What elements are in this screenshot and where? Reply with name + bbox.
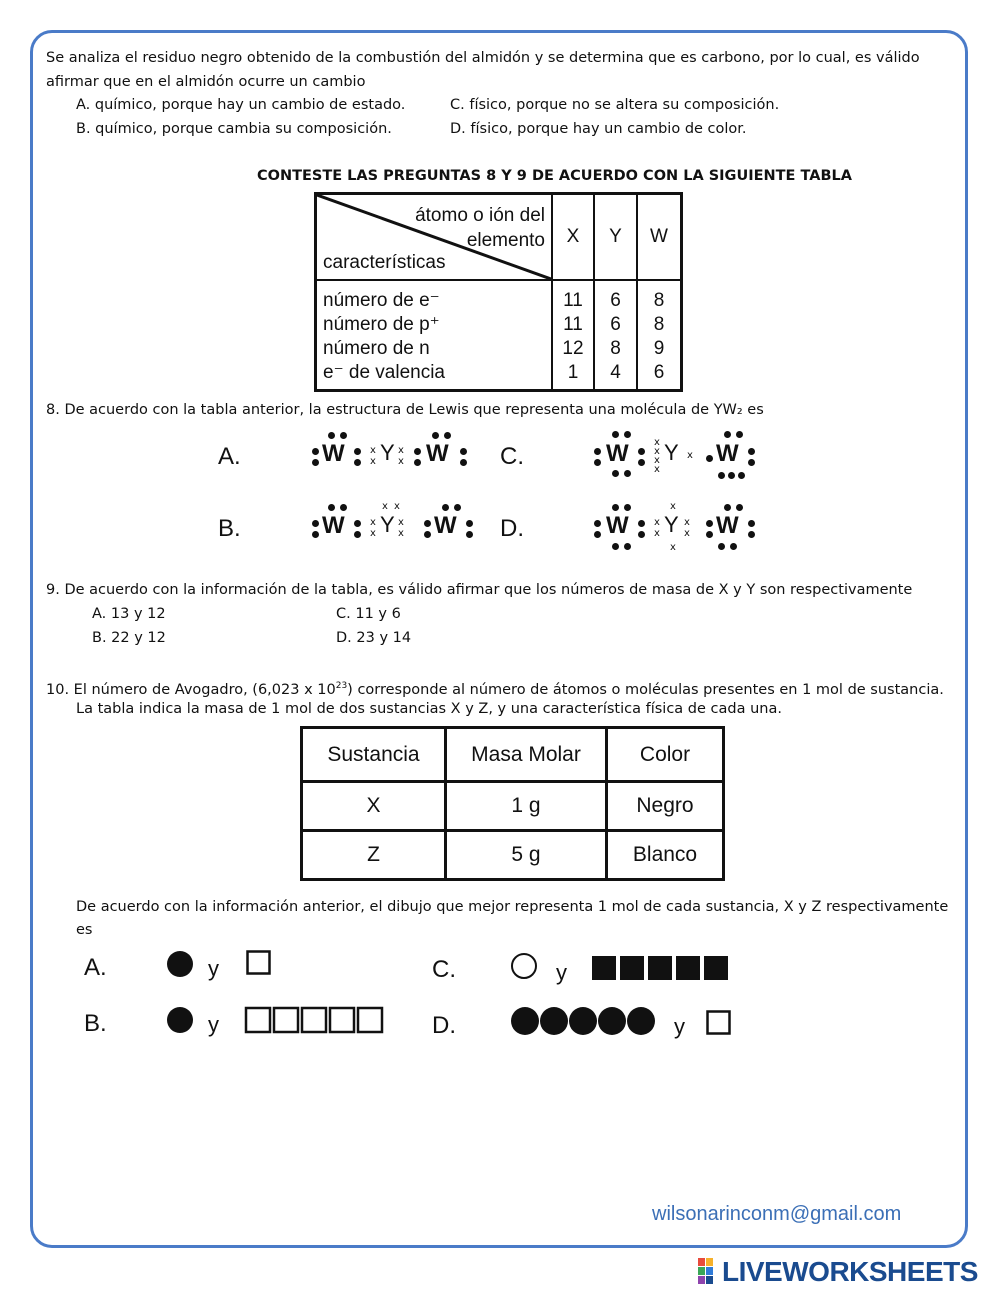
q8-text: 8. De acuerdo con la tabla anterior, la estructura de Lewis que representa una molécula de YW₂ es — [46, 402, 764, 418]
q9-option-c[interactable]: C. 11 y 6 — [336, 606, 401, 622]
q10-label-a[interactable]: A. — [84, 954, 107, 981]
filled-circle-icon — [166, 950, 196, 980]
y-atom: Y — [664, 440, 680, 465]
atom-table — [314, 192, 683, 392]
cell-value: 5 g — [446, 831, 607, 880]
q8-label-c[interactable]: C. — [500, 443, 524, 470]
cell-value: 4 — [610, 362, 621, 383]
empty-circle-icon — [510, 952, 540, 982]
q7-option-a[interactable]: A. químico, porque hay un cambio de estado. — [76, 97, 406, 113]
q8-label-a[interactable]: A. — [218, 443, 241, 470]
w-atom: W — [716, 512, 740, 539]
five-filled-squares-icon — [590, 954, 732, 982]
q9-text: 9. De acuerdo con la información de la tabla, es válido afirmar que los números de masa de X y Y son respectivamente — [46, 582, 913, 598]
q7-line2: afirmar que en el almidón ocurre un cambio — [46, 74, 366, 90]
empty-square-icon — [706, 1010, 732, 1036]
q7-option-d[interactable]: D. físico, porque hay un cambio de color. — [450, 121, 747, 137]
q9-option-b[interactable]: B. 22 y 12 — [92, 630, 166, 646]
row-label-electrons: número de e⁻ — [323, 290, 440, 311]
corner-top-text: átomo o ión del — [415, 205, 545, 226]
five-filled-circles-icon — [510, 1006, 660, 1038]
cell-value: 1 g — [446, 782, 607, 831]
q10-line2: La tabla indica la masa de 1 mol de dos sustancias X y Z, y una característica física de cada una. — [76, 701, 782, 717]
q10-line1 — [46, 676, 944, 700]
q10-label-b[interactable]: B. — [84, 1010, 107, 1037]
header-color: Color — [607, 728, 724, 782]
q7-option-c[interactable]: C. físico, porque no se altera su composición. — [450, 97, 780, 113]
q7-option-b[interactable]: B. químico, porque cambia su composición. — [76, 121, 392, 137]
cell-value: Blanco — [607, 831, 724, 880]
cell-value: 8 — [653, 290, 665, 311]
corner-bottom-text: características — [323, 252, 446, 273]
q7-line1: Se analiza el residuo negro obtenido de la combustión del almidón y se determina que es carbono, por lo cual, es válido — [46, 50, 920, 66]
cell-value: 9 — [653, 338, 665, 359]
y-atom: Y — [380, 440, 396, 465]
cell-value: Z — [302, 831, 446, 880]
col-header-y: Y — [594, 194, 637, 281]
col-x-values — [552, 280, 594, 391]
corner-mid-text: elemento — [466, 230, 545, 251]
cell-value: Negro — [607, 782, 724, 831]
row-label-neutrons: número de n — [323, 338, 430, 359]
w-atom: W — [322, 512, 346, 539]
q10-line1-start: 10. El número de Avogadro, (6,023 x 10 — [46, 681, 336, 698]
w-atom: W — [606, 512, 630, 539]
col-header-x: X — [552, 194, 594, 281]
y-connector: y — [208, 1012, 219, 1037]
w-atom: W — [606, 440, 630, 467]
w-atom: W — [716, 440, 740, 467]
w-atom: W — [434, 512, 458, 539]
section-title: CONTESTE LAS PREGUNTAS 8 Y 9 DE ACUERDO CON LA SIGUIENTE TABLA — [257, 168, 853, 184]
empty-square-icon — [246, 950, 272, 976]
cell-value: 12 — [562, 338, 584, 359]
cell-value: 6 — [653, 362, 665, 383]
substance-table — [300, 726, 725, 881]
cell-value: 8 — [610, 338, 621, 359]
cell-value: 6 — [610, 290, 621, 311]
q10-label-c[interactable]: C. — [432, 956, 456, 983]
q9-option-a[interactable]: A. 13 y 12 — [92, 606, 166, 622]
q10-line4: es — [76, 922, 93, 938]
q10-label-d[interactable]: D. — [432, 1012, 456, 1039]
author-email: wilsonarinconm@gmail.com — [652, 1203, 902, 1225]
header-sustancia: Sustancia — [302, 728, 446, 782]
q10-line3: De acuerdo con la información anterior, el dibujo que mejor representa 1 mol de cada sustancia, X y Z respectivamente — [76, 899, 949, 915]
y-atom: Y — [664, 512, 680, 537]
col-y-values — [594, 280, 637, 391]
liveworksheets-brand: LIVEWORKSHEETS — [722, 1256, 978, 1287]
cell-value: 11 — [563, 290, 583, 311]
cell-value: 6 — [610, 314, 621, 335]
y-connector: y — [674, 1014, 685, 1039]
q8-label-d[interactable]: D. — [500, 515, 524, 542]
y-connector: y — [556, 960, 567, 985]
col-w-values — [637, 280, 682, 391]
header-masa-molar: Masa Molar — [446, 728, 607, 782]
cell-value: 8 — [653, 314, 665, 335]
five-empty-squares-icon — [244, 1006, 386, 1034]
w-atom: W — [426, 440, 450, 467]
row-labels-cell — [316, 280, 553, 391]
row-label-protons: número de p⁺ — [323, 314, 440, 335]
w-atom: W — [322, 440, 346, 467]
cell-value: X — [302, 782, 446, 831]
q9-option-d[interactable]: D. 23 y 14 — [336, 630, 412, 646]
y-atom: Y — [380, 512, 396, 537]
liveworksheets-logo-icon — [698, 1258, 722, 1284]
row-label-valence: e⁻ de valencia — [323, 362, 445, 383]
corner-cell — [316, 194, 553, 281]
q10-line1-end: ) corresponde al número de átomos o moléculas presentes en 1 mol de sustancia. — [347, 681, 944, 698]
col-header-w: W — [637, 194, 682, 281]
exponent: 23 — [335, 681, 348, 691]
cell-value: 1 — [567, 362, 579, 383]
cell-value: 11 — [563, 314, 583, 335]
filled-circle-icon — [166, 1006, 196, 1036]
y-connector: y — [208, 956, 219, 981]
q8-label-b[interactable]: B. — [218, 515, 241, 542]
